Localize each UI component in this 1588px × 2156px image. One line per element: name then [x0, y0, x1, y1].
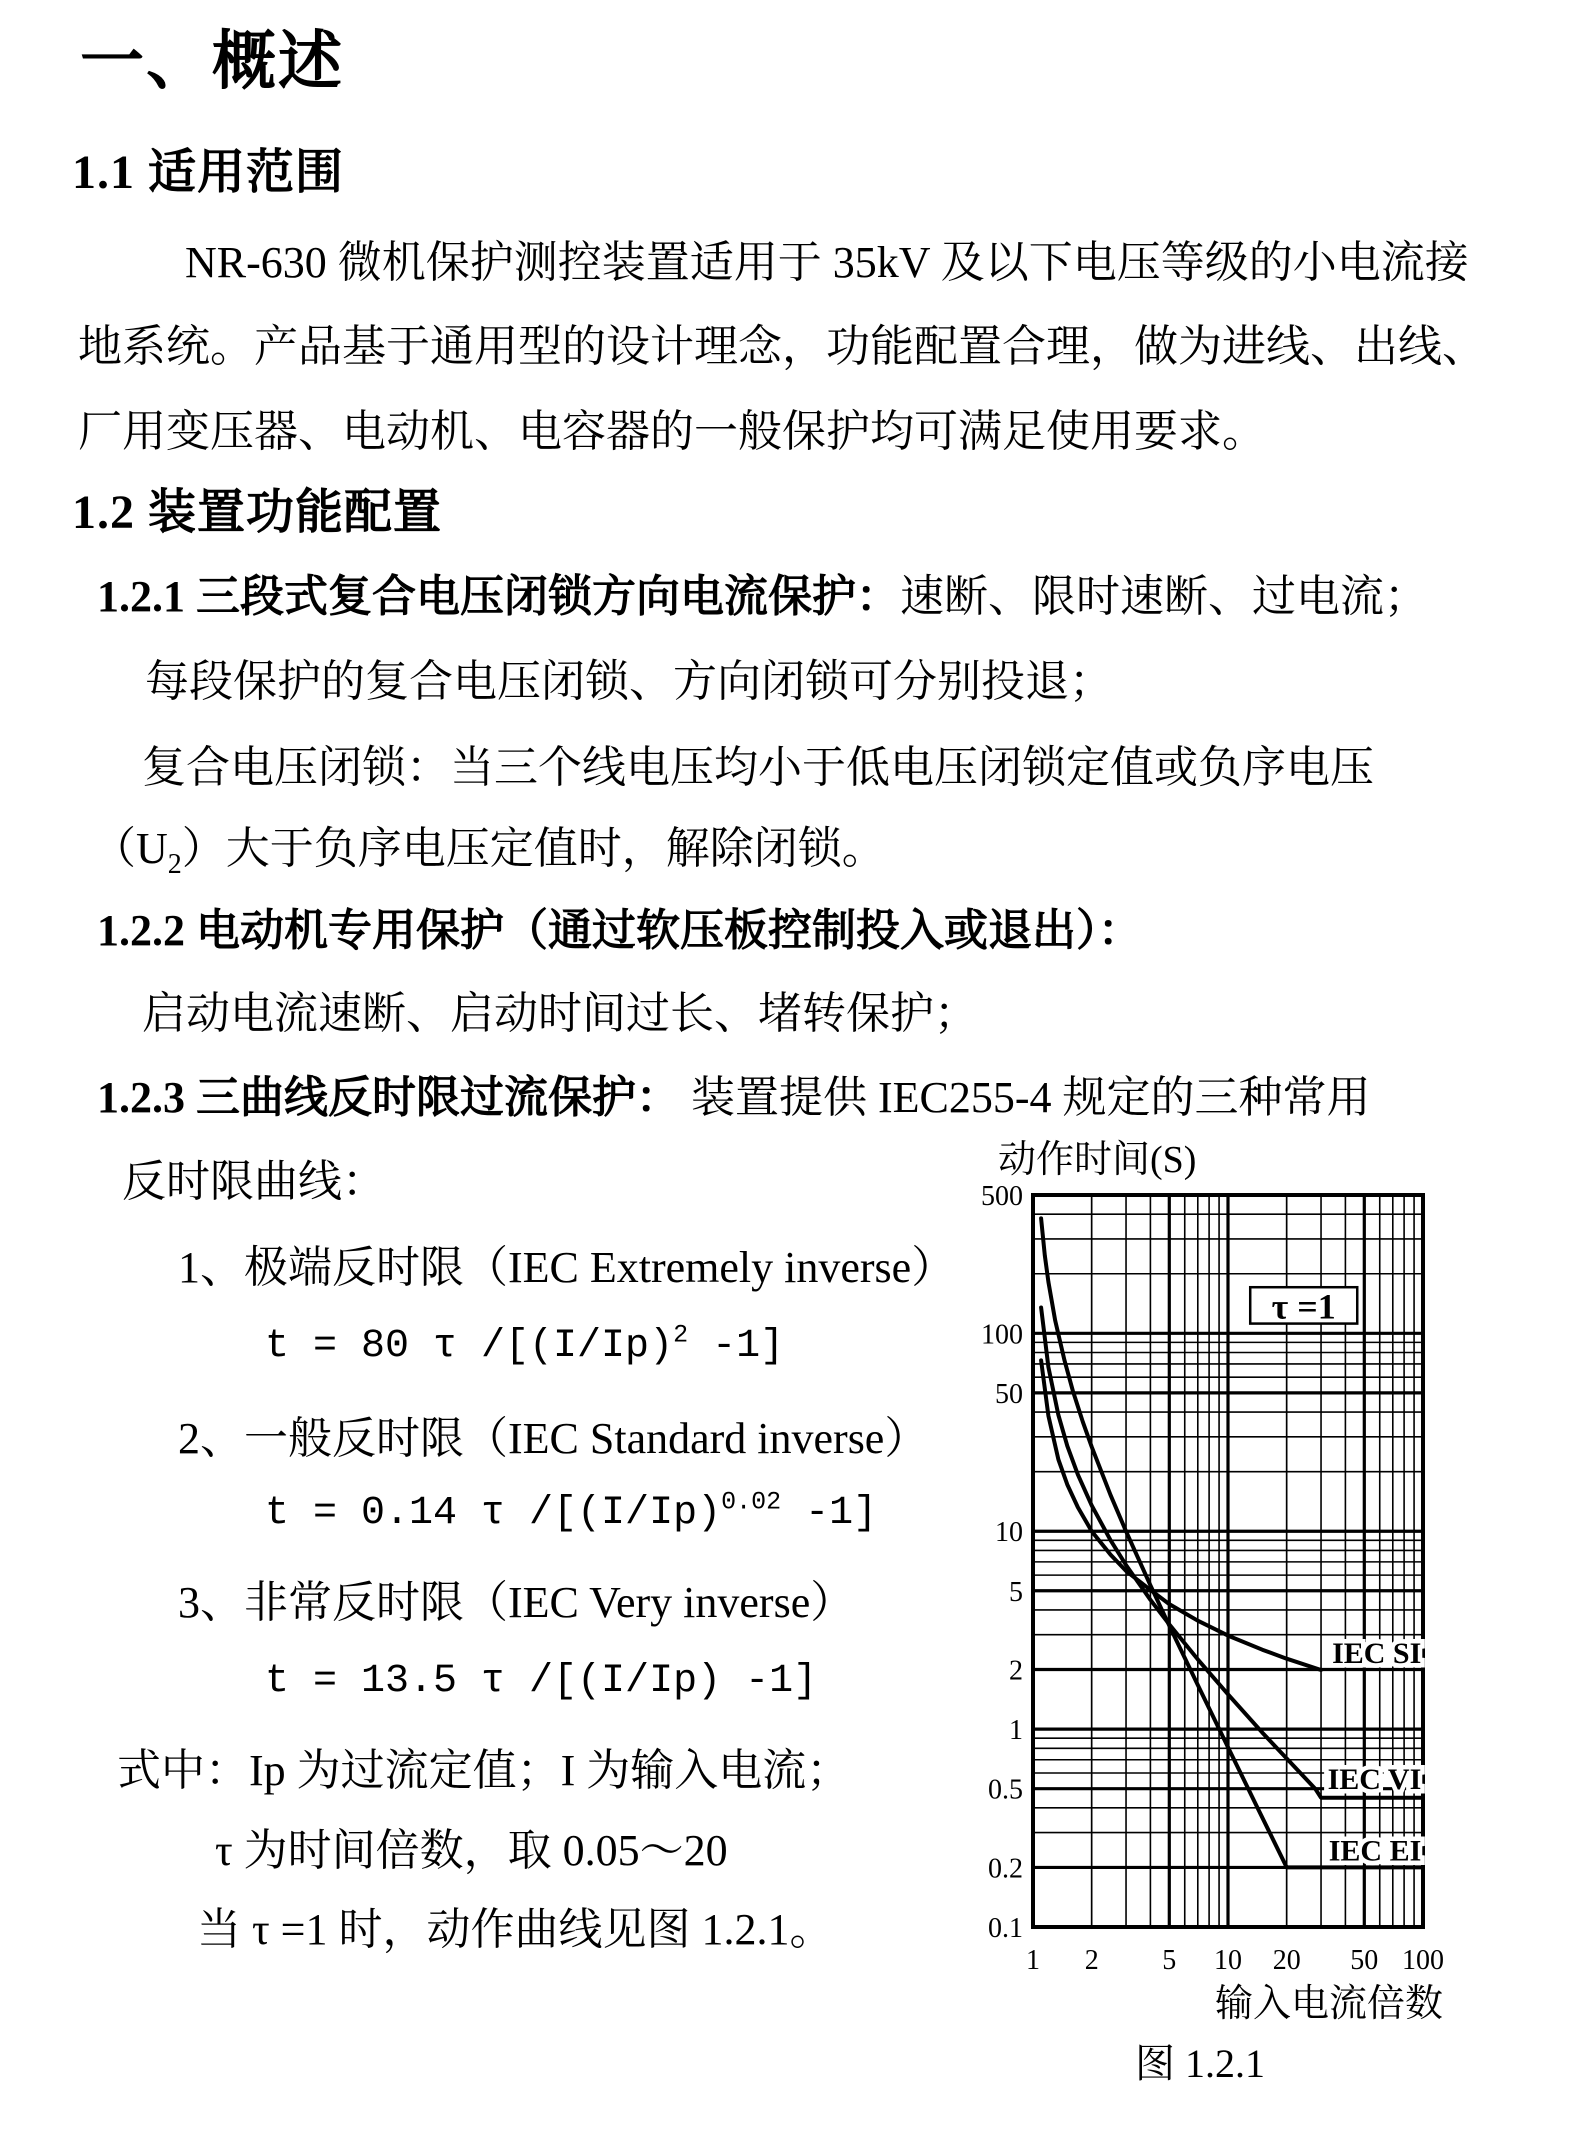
section-1-1-heading: 1.1 适用范围 — [72, 146, 345, 199]
svg-text:5: 5 — [1162, 1945, 1177, 1976]
svg-text:0.5: 0.5 — [988, 1774, 1023, 1806]
formula-1-base: t = 80 τ /[(I/Ip) — [265, 1324, 674, 1369]
svg-text:τ =1: τ =1 — [1271, 1286, 1336, 1327]
svg-text:2: 2 — [1084, 1945, 1099, 1976]
formula-note-1: 式中：Ip 为过流定值；I 为输入电流； — [117, 1746, 851, 1795]
section-1-2-heading: 1.2 装置功能配置 — [72, 486, 443, 539]
formula-note-3: 当 τ =1 时，动作曲线见图 1.2.1。 — [197, 1905, 834, 1954]
formula-very-inverse: t = 13.5 τ /[(I/Ip) -1] — [265, 1659, 818, 1704]
section-1-2-3-heading — [97, 1073, 1371, 1122]
formula-standard-inverse — [265, 1487, 878, 1537]
section-1-2-1-line-2: 每段保护的复合电压闭锁、方向闭锁可分别投退； — [145, 657, 1113, 706]
figure-y-axis-title: 动作时间(S) — [998, 1139, 1197, 1181]
formula-2-base: t = 0.14 τ /[(I/Ip) — [265, 1491, 722, 1536]
composite-voltage-line-1: 复合电压闭锁：当三个线电压均小于低电压闭锁定值或负序电压 — [142, 743, 1374, 792]
u2-prefix: （U — [92, 824, 168, 873]
section-1-2-2-line: 启动电流速断、启动时间过长、堵转保护； — [142, 989, 978, 1038]
formula-1-exponent: 2 — [673, 1320, 689, 1350]
svg-text:50: 50 — [1350, 1945, 1379, 1976]
section-1-2-1-heading-rest: 速断、限时速断、过电流； — [900, 572, 1428, 621]
svg-text:500: 500 — [981, 1181, 1023, 1212]
doc-title: 一、概述 — [80, 25, 344, 97]
section-1-2-3-heading-rest: 装置提供 IEC255-4 规定的三种常用 — [680, 1073, 1371, 1122]
svg-text:IEC SI: IEC SI — [1332, 1637, 1422, 1671]
svg-text:10: 10 — [1214, 1945, 1242, 1976]
svg-text:0.2: 0.2 — [988, 1853, 1023, 1885]
svg-text:20: 20 — [1272, 1945, 1301, 1976]
svg-text:0.1: 0.1 — [988, 1913, 1023, 1944]
svg-text:5: 5 — [1009, 1576, 1023, 1608]
figure-x-axis-title: 输入电流倍数 — [1214, 1983, 1443, 2025]
iec-curves-chart — [950, 1180, 1550, 1980]
figure-caption: 图 1.2.1 — [1135, 2041, 1265, 2086]
svg-text:2: 2 — [1009, 1655, 1023, 1687]
curve-item-1: 1、极端反时限（IEC Extremely inverse） — [178, 1243, 956, 1292]
para-1-1-line-2: 地系统。产品基于通用型的设计理念，功能配置合理，做为进线、出线、 — [78, 322, 1486, 371]
composite-voltage-line-2 — [92, 824, 886, 880]
section-1-2-1-heading — [97, 572, 1428, 621]
curve-item-2: 2、一般反时限（IEC Standard inverse） — [178, 1414, 929, 1463]
svg-text:IEC EI: IEC EI — [1328, 1834, 1422, 1868]
svg-text:1: 1 — [1026, 1945, 1040, 1976]
svg-text:1: 1 — [1009, 1715, 1023, 1747]
section-1-2-1-heading-bold: 1.2.1 三段式复合电压闭锁方向电流保护： — [97, 572, 900, 621]
figure-1-2-1 — [950, 1120, 1550, 2130]
svg-text:100: 100 — [1402, 1945, 1444, 1976]
formula-2-exponent: 0.02 — [721, 1487, 782, 1517]
curve-item-3: 3、非常反时限（IEC Very inverse） — [178, 1578, 855, 1627]
svg-text:IEC VI: IEC VI — [1327, 1762, 1422, 1796]
svg-text:50: 50 — [995, 1378, 1023, 1410]
section-1-2-3-heading-bold: 1.2.3 三曲线反时限过流保护： — [97, 1073, 680, 1122]
formula-2-tail: -1] — [781, 1491, 878, 1536]
formula-note-2: τ 为时间倍数，取 0.05～20 — [215, 1826, 728, 1875]
para-1-1-line-1: NR-630 微机保护测控装置适用于 35kV 及以下电压等级的小电流接 — [185, 238, 1469, 287]
para-1-1-line-3: 厂用变压器、电动机、电容器的一般保护均可满足使用要求。 — [78, 407, 1266, 456]
formula-extremely-inverse — [265, 1320, 785, 1370]
svg-text:10: 10 — [995, 1517, 1023, 1549]
formula-1-tail: -1] — [688, 1324, 785, 1369]
inverse-curve-intro: 反时限曲线： — [122, 1157, 386, 1206]
u2-subscript: 2 — [167, 848, 182, 880]
u2-suffix: ）大于负序电压定值时，解除闭锁。 — [181, 824, 886, 873]
section-1-2-2-heading: 1.2.2 电动机专用保护（通过软压板控制投入或退出）： — [97, 906, 1142, 955]
svg-text:100: 100 — [981, 1319, 1023, 1351]
